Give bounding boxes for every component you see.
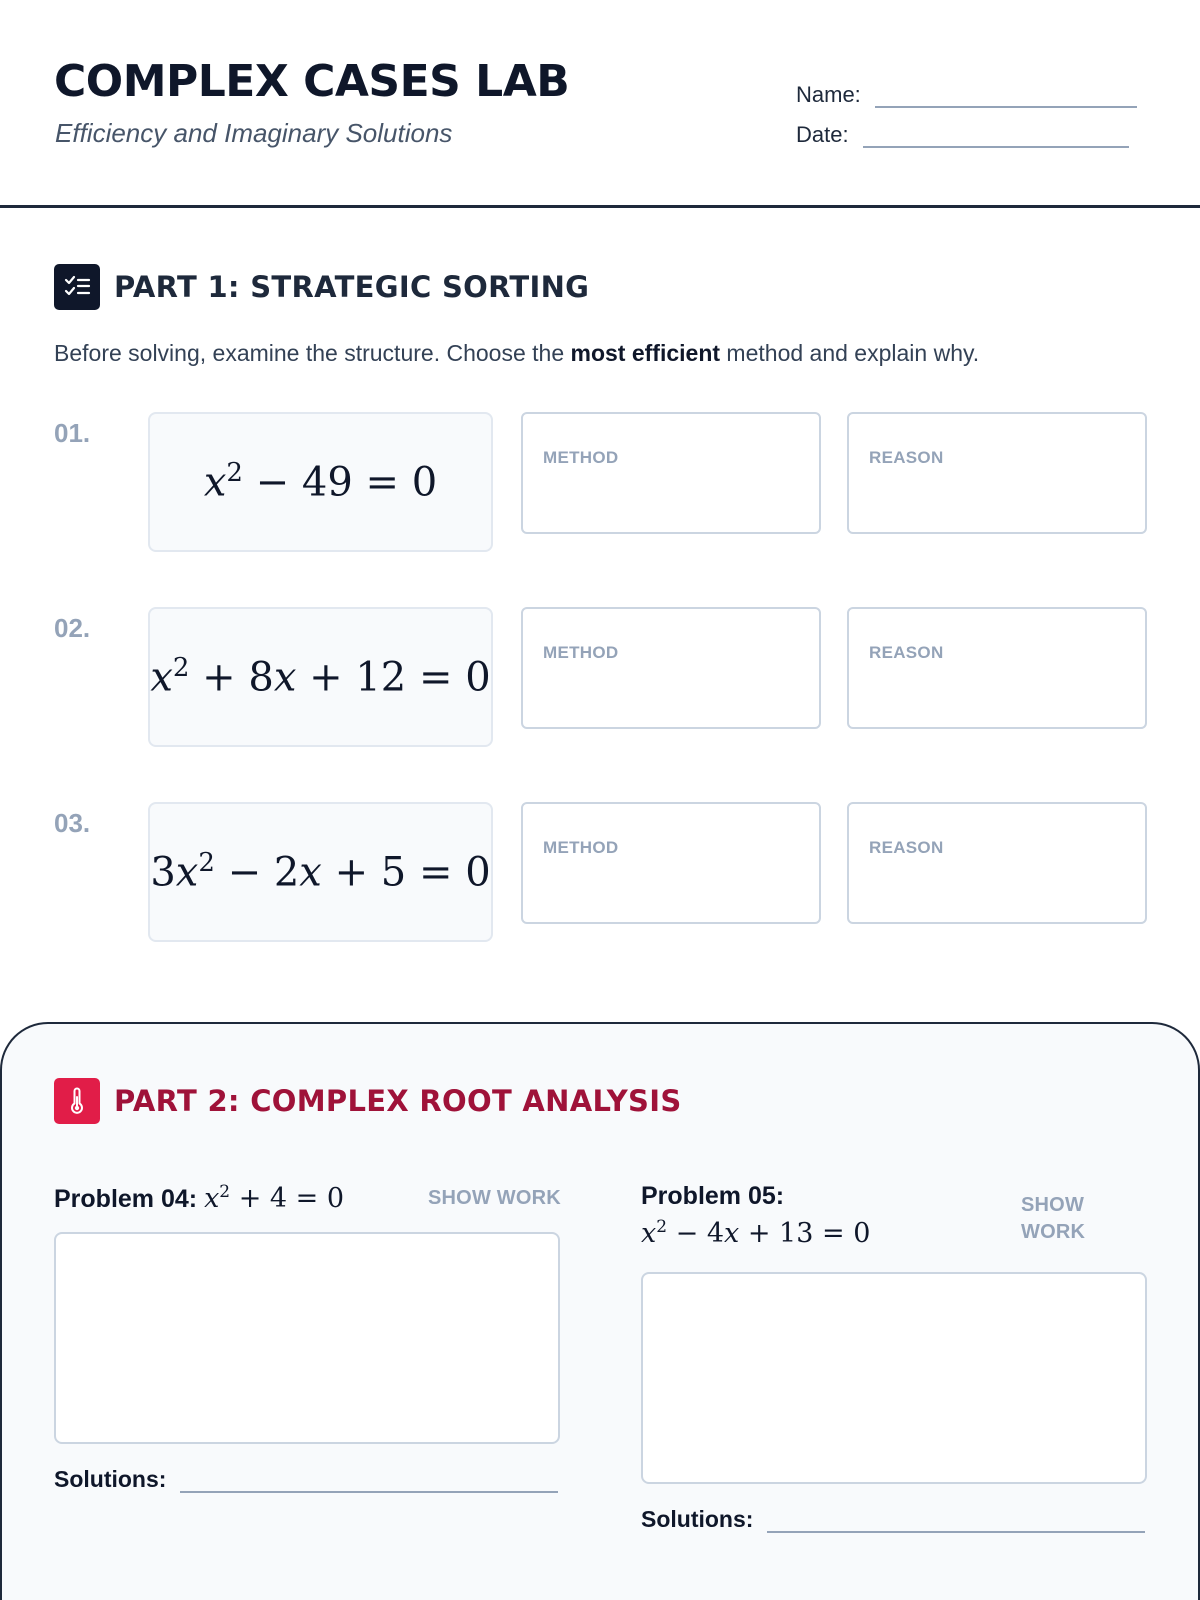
solutions-label: Solutions: (54, 1466, 167, 1492)
show-work-line1: SHOW (1021, 1194, 1085, 1216)
method-label: METHOD (543, 448, 619, 467)
name-field[interactable] (796, 82, 1137, 108)
reason-box[interactable] (847, 607, 1147, 729)
solutions-line[interactable] (180, 1469, 558, 1493)
name-line[interactable] (875, 84, 1137, 108)
method-label: METHOD (543, 643, 619, 662)
problem-number: 03. (54, 808, 91, 838)
thermometer-icon (54, 1078, 100, 1124)
equation: $x^2 + 8x + 12 = 0$ (150, 653, 491, 701)
intro-text-end: method and explain why. (720, 340, 980, 366)
part1-instructions (54, 340, 979, 367)
problem-05-label (641, 1182, 870, 1249)
problem-number: 02. (54, 613, 91, 643)
solutions-line[interactable] (767, 1509, 1145, 1533)
part1-title: PART 1: STRATEGIC SORTING (114, 270, 590, 304)
reason-label: REASON (869, 448, 944, 467)
problem-number: 01. (54, 418, 91, 448)
show-work-label (1021, 1192, 1085, 1246)
date-label: Date: (796, 122, 849, 147)
intro-text-start: Before solving, examine the structure. Choose the (54, 340, 571, 366)
method-label: METHOD (543, 838, 619, 857)
method-box[interactable] (521, 802, 821, 924)
show-work-label: SHOW WORK (428, 1187, 561, 1209)
sorting-row-01 (0, 412, 1200, 552)
solutions-field-05[interactable] (641, 1506, 1145, 1533)
equation: $3x^2 - 2x + 5 = 0$ (150, 848, 491, 896)
checklist-icon (54, 264, 100, 310)
solutions-field-04[interactable] (54, 1466, 558, 1493)
date-line[interactable] (863, 124, 1129, 148)
worksheet-header (0, 0, 1200, 208)
method-box[interactable] (521, 607, 821, 729)
reason-label: REASON (869, 643, 944, 662)
equation-card (148, 412, 493, 552)
equation: $x^2 - 49 = 0$ (203, 458, 438, 506)
reason-box[interactable] (847, 802, 1147, 924)
date-field[interactable] (796, 122, 1129, 148)
work-area-05[interactable] (641, 1272, 1147, 1484)
reason-box[interactable] (847, 412, 1147, 534)
sorting-row-02 (0, 607, 1200, 747)
part1-heading (54, 264, 589, 310)
work-area-04[interactable] (54, 1232, 560, 1444)
worksheet-title: COMPLEX CASES LAB (54, 56, 570, 107)
problem-04-label (54, 1182, 344, 1214)
problem-05-equation: $x^2 - 4x + 13 = 0$ (641, 1217, 871, 1249)
solutions-label: Solutions: (641, 1506, 754, 1532)
problem-04-equation: $x^2 + 4 = 0$ (204, 1182, 345, 1214)
part2-heading (54, 1078, 682, 1124)
name-label: Name: (796, 82, 861, 107)
sorting-row-03 (0, 802, 1200, 942)
method-box[interactable] (521, 412, 821, 534)
problem-04-title: Problem 04: (54, 1185, 198, 1213)
reason-label: REASON (869, 838, 944, 857)
equation-card (148, 607, 493, 747)
part2-title: PART 2: COMPLEX ROOT ANALYSIS (114, 1084, 682, 1118)
worksheet-subtitle: Efficiency and Imaginary Solutions (55, 118, 453, 148)
problem-05-title: Problem 05: (641, 1182, 785, 1210)
intro-emphasis: most efficient (570, 340, 721, 366)
show-work-line2: WORK (1021, 1221, 1086, 1243)
equation-card (148, 802, 493, 942)
